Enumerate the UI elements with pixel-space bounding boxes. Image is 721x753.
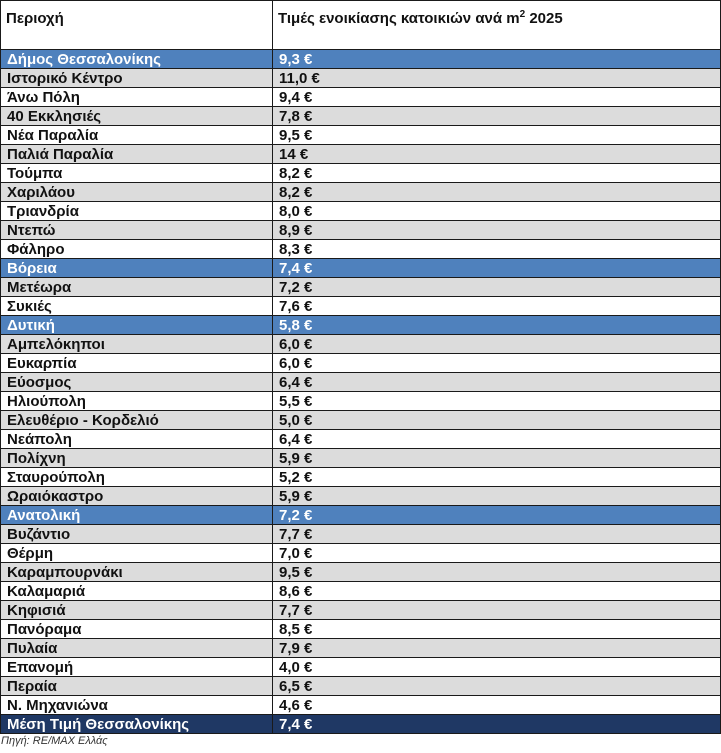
- area-cell: Ανατολική: [1, 506, 273, 525]
- area-cell: Αμπελόκηποι: [1, 335, 273, 354]
- area-cell: Επανομή: [1, 658, 273, 677]
- header-price-prefix: Τιμές ενοικίασης κατοικιών ανά m: [278, 10, 520, 27]
- price-cell: 6,4 €: [273, 430, 721, 449]
- area-cell: Πυλαία: [1, 639, 273, 658]
- area-cell: Εύοσμος: [1, 373, 273, 392]
- price-cell: 8,6 €: [273, 582, 721, 601]
- source-note: Πηγή: RE/MAX Ελλάς: [1, 735, 108, 747]
- price-cell: 8,5 €: [273, 620, 721, 639]
- area-cell: Μετέωρα: [1, 278, 273, 297]
- group-row: [1, 50, 721, 69]
- table-row: [1, 221, 721, 240]
- price-cell: 5,0 €: [273, 411, 721, 430]
- price-cell: 4,0 €: [273, 658, 721, 677]
- area-cell: Χαριλάου: [1, 183, 273, 202]
- price-cell: 7,4 €: [273, 259, 721, 278]
- price-cell: 7,0 €: [273, 544, 721, 563]
- area-cell: Δήμος Θεσσαλονίκης: [1, 50, 273, 69]
- area-cell: Σταυρούπολη: [1, 468, 273, 487]
- area-cell: Συκιές: [1, 297, 273, 316]
- table-row: [1, 88, 721, 107]
- price-cell: 6,4 €: [273, 373, 721, 392]
- price-cell: 9,5 €: [273, 563, 721, 582]
- area-cell: Ωραιόκαστρο: [1, 487, 273, 506]
- area-cell: Παλιά Παραλία: [1, 145, 273, 164]
- price-cell: 7,4 €: [273, 715, 721, 734]
- area-cell: Θέρμη: [1, 544, 273, 563]
- area-cell: Περαία: [1, 677, 273, 696]
- area-cell: Ευκαρπία: [1, 354, 273, 373]
- area-cell: Βυζάντιο: [1, 525, 273, 544]
- price-cell: 5,9 €: [273, 449, 721, 468]
- table-row: [1, 297, 721, 316]
- price-cell: 4,6 €: [273, 696, 721, 715]
- area-cell: Κηφισιά: [1, 601, 273, 620]
- header-price-sup: 2: [519, 9, 526, 20]
- area-cell: Καλαμαριά: [1, 582, 273, 601]
- table-row: [1, 107, 721, 126]
- table-row: [1, 563, 721, 582]
- group-row: [1, 316, 721, 335]
- table-row: [1, 449, 721, 468]
- price-cell: 7,8 €: [273, 107, 721, 126]
- table-row: [1, 164, 721, 183]
- area-cell: Νεάπολη: [1, 430, 273, 449]
- table-row: [1, 145, 721, 164]
- area-cell: Μέση Τιμή Θεσσαλονίκης: [1, 715, 273, 734]
- header-area: [1, 1, 273, 50]
- price-cell: 8,0 €: [273, 202, 721, 221]
- table-row: [1, 278, 721, 297]
- table-row: [1, 411, 721, 430]
- price-cell: 5,5 €: [273, 392, 721, 411]
- table-row: [1, 620, 721, 639]
- price-cell: 9,4 €: [273, 88, 721, 107]
- price-cell: 6,0 €: [273, 335, 721, 354]
- price-cell: 8,2 €: [273, 183, 721, 202]
- table-row: [1, 601, 721, 620]
- price-cell: 7,9 €: [273, 639, 721, 658]
- table-row: [1, 525, 721, 544]
- header-price-suffix: 2025: [525, 10, 563, 27]
- area-cell: 40 Εκκλησιές: [1, 107, 273, 126]
- table-row: [1, 487, 721, 506]
- price-cell: 7,2 €: [273, 506, 721, 525]
- table-header-row: [1, 1, 721, 50]
- table-row: [1, 658, 721, 677]
- area-cell: Καραμπουρνάκι: [1, 563, 273, 582]
- table-body: [1, 1, 721, 734]
- table-row: [1, 69, 721, 88]
- table-row: [1, 392, 721, 411]
- area-cell: Βόρεια: [1, 259, 273, 278]
- area-cell: Ηλιούπολη: [1, 392, 273, 411]
- table-row: [1, 126, 721, 145]
- table-row: [1, 430, 721, 449]
- table-row: [1, 183, 721, 202]
- group-row: [1, 506, 721, 525]
- table-row: [1, 582, 721, 601]
- price-cell: 7,7 €: [273, 525, 721, 544]
- price-cell: 7,2 €: [273, 278, 721, 297]
- area-cell: Ν. Μηχανιώνα: [1, 696, 273, 715]
- area-cell: Τούμπα: [1, 164, 273, 183]
- area-cell: Τριανδρία: [1, 202, 273, 221]
- price-cell: 14 €: [273, 145, 721, 164]
- header-price: [273, 1, 721, 50]
- table-row: [1, 202, 721, 221]
- table-row: [1, 240, 721, 259]
- table-row: [1, 639, 721, 658]
- price-cell: 6,5 €: [273, 677, 721, 696]
- price-cell: 5,9 €: [273, 487, 721, 506]
- table-row: [1, 544, 721, 563]
- table-row: [1, 354, 721, 373]
- area-cell: Ντεπώ: [1, 221, 273, 240]
- area-cell: Νέα Παραλία: [1, 126, 273, 145]
- area-cell: Πολίχνη: [1, 449, 273, 468]
- header-area-label: Περιοχή: [6, 10, 64, 27]
- area-cell: Δυτική: [1, 316, 273, 335]
- price-cell: 6,0 €: [273, 354, 721, 373]
- price-cell: 8,3 €: [273, 240, 721, 259]
- price-cell: 5,2 €: [273, 468, 721, 487]
- price-cell: 9,3 €: [273, 50, 721, 69]
- area-cell: Ελευθέριο - Κορδελιό: [1, 411, 273, 430]
- price-cell: 5,8 €: [273, 316, 721, 335]
- area-cell: Άνω Πόλη: [1, 88, 273, 107]
- price-cell: 8,9 €: [273, 221, 721, 240]
- price-cell: 8,2 €: [273, 164, 721, 183]
- table-row: [1, 373, 721, 392]
- price-cell: 11,0 €: [273, 69, 721, 88]
- area-cell: Ιστορικό Κέντρο: [1, 69, 273, 88]
- table-row: [1, 335, 721, 354]
- area-cell: Πανόραμα: [1, 620, 273, 639]
- total-row: [1, 715, 721, 734]
- table-row: [1, 677, 721, 696]
- price-cell: 7,6 €: [273, 297, 721, 316]
- group-row: [1, 259, 721, 278]
- table-row: [1, 696, 721, 715]
- price-cell: 9,5 €: [273, 126, 721, 145]
- area-cell: Φάληρο: [1, 240, 273, 259]
- price-cell: 7,7 €: [273, 601, 721, 620]
- table-row: [1, 468, 721, 487]
- header-price-label: [278, 10, 563, 27]
